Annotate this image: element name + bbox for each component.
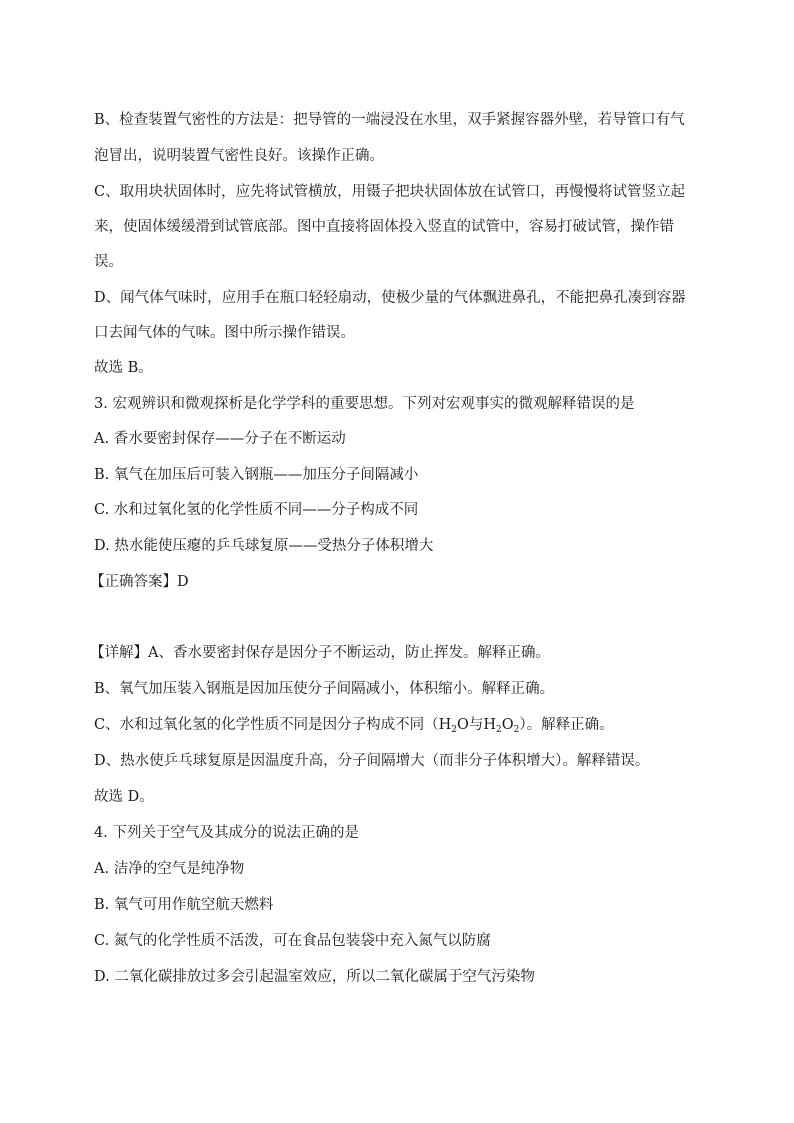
question-3-option-b: B. 氧气在加压后可装入钢瓶——加压分子间隔减小 bbox=[94, 467, 419, 483]
question-3-option-d: D. 热水能使压瘪的乒乓球复原——受热分子体积增大 bbox=[94, 538, 434, 554]
prev-explanation-d-line1: D、闻气体气味时，应用手在瓶口轻轻扇动，使极少量的气体飘进鼻孔，不能把鼻孔凑到容器 bbox=[94, 290, 686, 306]
question-3-conclusion: 故选 D。 bbox=[94, 789, 154, 805]
question-3-stem: 3. 宏观辨识和微观探析是化学学科的重要思想。下列对宏观事实的微观解释错误的是 bbox=[94, 396, 635, 412]
explanation-c-text-after: ）。解释正确。 bbox=[519, 717, 614, 733]
question-3-explanation-a: 【详解】A、香水要密封保存是因分子不断运动，防止挥发。解释正确。 bbox=[90, 645, 550, 661]
prev-explanation-c-line1: C、取用块状固体时，应先将试管横放，用镊子把块状固体放在试管口，再慢慢将试管竖立起 bbox=[94, 184, 686, 200]
question-3-answer: 【正确答案】D bbox=[90, 574, 189, 590]
question-3-explanation-c bbox=[94, 715, 704, 735]
question-4-option-d: D. 二氧化碳排放过多会引起温室效应，所以二氧化碳属于空气污染物 bbox=[94, 969, 535, 985]
prev-explanation-b-line2: 泡冒出，说明装置气密性良好。该操作正确。 bbox=[94, 148, 384, 164]
question-4-stem: 4. 下列关于空气及其成分的说法正确的是 bbox=[94, 825, 359, 841]
question-4-option-c: C. 氮气的化学性质不活泼，可在食品包装袋中充入氮气以防腐 bbox=[94, 933, 491, 949]
formula-hydrogen-peroxide: $H_2O_2$ bbox=[483, 717, 520, 735]
question-3-explanation-d: D、热水使乒乓球复原是因温度升高，分子间隔增大（而非分子体积增大）。解释错误。 bbox=[94, 753, 650, 769]
prev-explanation-c-line3: 误。 bbox=[94, 254, 123, 270]
formula-water: $H_2O$ bbox=[438, 717, 469, 735]
prev-explanation-c-line2: 来，使固体缓缓滑到试管底部。图中直接将固体投入竖直的试管中，容易打破试管，操作错 bbox=[94, 219, 674, 235]
question-3-option-c: C. 水和过氧化氢的化学性质不同——分子构成不同 bbox=[94, 502, 419, 518]
question-3-option-a: A. 香水要密封保存——分子在不断运动 bbox=[94, 431, 346, 447]
prev-explanation-b-line1: B、检查装置气密性的方法是：把导管的一端浸没在水里，双手紧握容器外壁，若导管口有气 bbox=[94, 112, 685, 128]
formula-joiner: 与 bbox=[468, 717, 484, 733]
question-4-option-a: A. 洁净的空气是纯净物 bbox=[94, 861, 245, 877]
question-3-explanation-b: B、氧气加压装入钢瓶是因加压使分子间隔减小，体积缩小。解释正确。 bbox=[94, 681, 555, 697]
prev-explanation-d-line2: 口去闻气体的气味。图中所示操作错误。 bbox=[94, 325, 355, 341]
question-4-option-b: B. 氧气可用作航空航天燃料 bbox=[94, 897, 274, 913]
prev-conclusion: 故选 B。 bbox=[94, 360, 153, 376]
explanation-c-text-before: C、水和过氧化氢的化学性质不同是因分子构成不同（ bbox=[94, 717, 439, 733]
